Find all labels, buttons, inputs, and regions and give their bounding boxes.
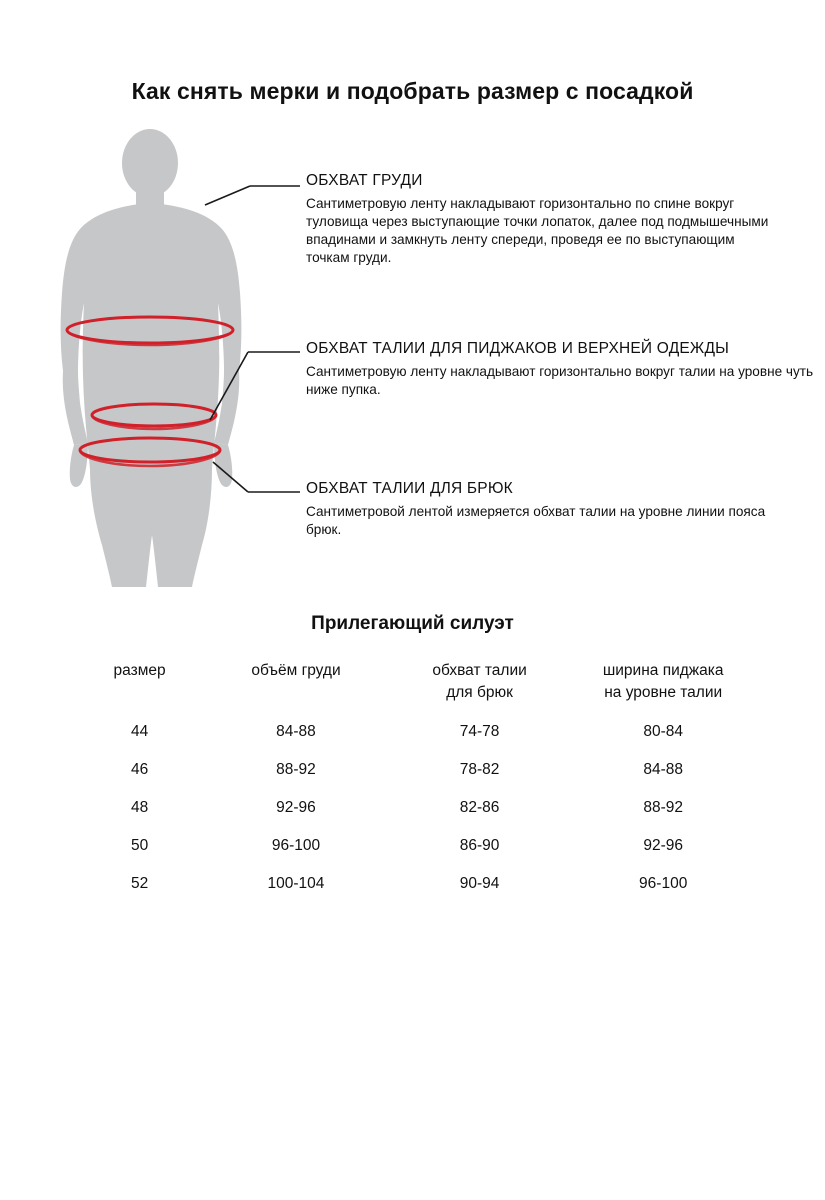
cell-chest: 96-100 — [271, 836, 321, 854]
cell-chest: 84-88 — [276, 722, 316, 740]
callout-waist-trousers-title: ОБХВАТ ТАЛИИ ДЛЯ БРЮК — [306, 480, 513, 497]
table-header-row — [75, 658, 755, 707]
table-row — [75, 751, 755, 789]
callout-waist-jacket-text: Сантиметровую ленту накладывают горизонтально вокруг талии на уровне чуть ниже пупка. — [306, 364, 814, 398]
cell-waist: 82-86 — [459, 798, 500, 816]
cell-jacket: 92-96 — [643, 836, 684, 854]
cell-chest: 100-104 — [267, 874, 325, 892]
cell-waist: 78-82 — [459, 760, 500, 778]
cell-size: 50 — [130, 836, 149, 854]
column-header-waist: обхват талии для брюк — [432, 662, 527, 702]
column-header-size: размер — [113, 662, 166, 679]
callout-chest-text: Сантиметровую ленту накладывают горизонтально по спине вокруг туловища через выступающие точки лопаток, далее под подмышечными впадинами и замкнуть ленту спереди, проведя ее по выступающим точкам груди. — [306, 196, 769, 266]
column-header-chest: объём груди — [251, 662, 341, 679]
cell-chest: 88-92 — [276, 760, 316, 778]
body-figure — [22, 125, 322, 605]
cell-waist: 86-90 — [459, 836, 500, 854]
column-header-jacket-width: ширина пиджака на уровне талии — [602, 662, 724, 702]
cell-chest: 92-96 — [276, 798, 316, 816]
cell-jacket: 84-88 — [643, 760, 684, 778]
callout-waist-jacket-title: ОБХВАТ ТАЛИИ ДЛЯ ПИДЖАКОВ И ВЕРХНЕЙ ОДЕЖДЫ — [306, 340, 730, 357]
cell-jacket: 88-92 — [643, 798, 684, 816]
cell-size: 48 — [130, 798, 149, 816]
callout-waist-jacket — [306, 340, 816, 399]
callout-waist-trousers-text: Сантиметровой лентой измеряется обхват талии на уровне линии пояса брюк. — [306, 504, 766, 538]
table-row — [75, 707, 755, 751]
table-row — [75, 789, 755, 827]
cell-size: 44 — [130, 722, 149, 740]
size-table — [75, 658, 755, 903]
cell-size: 52 — [130, 874, 149, 892]
cell-jacket: 96-100 — [639, 874, 688, 892]
cell-waist: 90-94 — [459, 874, 500, 892]
cell-jacket: 80-84 — [643, 722, 684, 740]
table-row — [75, 827, 755, 865]
cell-size: 46 — [130, 760, 149, 778]
callout-waist-trousers — [306, 480, 776, 539]
figure-body-shape — [61, 129, 242, 587]
table-row — [75, 865, 755, 903]
callout-chest — [306, 172, 776, 267]
cell-waist: 74-78 — [459, 722, 500, 740]
callout-chest-title: ОБХВАТ ГРУДИ — [306, 172, 423, 189]
size-table-title: Прилегающий силуэт — [311, 613, 514, 634]
page-title: Как снять мерки и подобрать размер с посадкой — [131, 78, 694, 104]
